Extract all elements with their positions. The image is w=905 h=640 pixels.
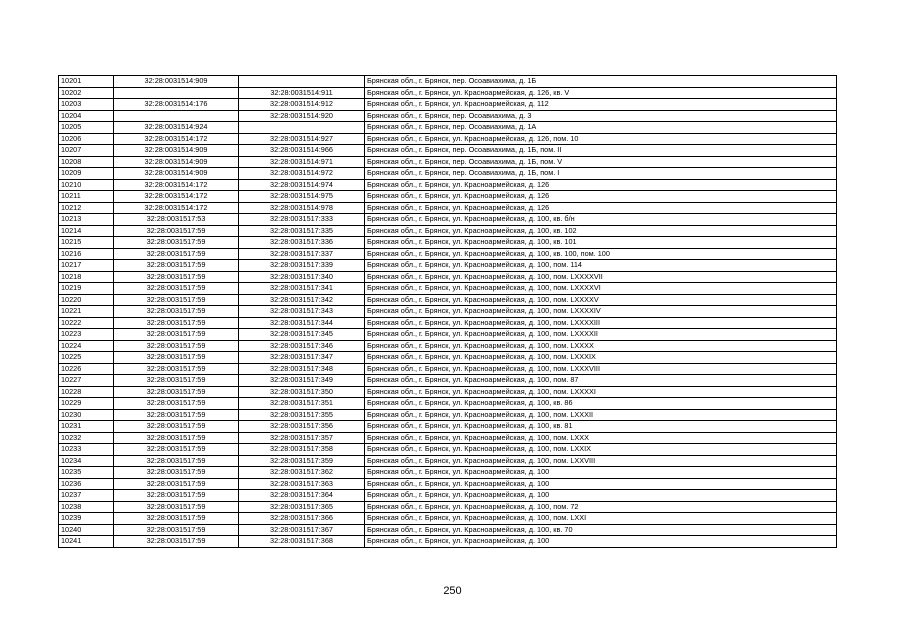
table-row [59, 398, 837, 410]
table-row [59, 168, 837, 180]
address-cell: Брянская обл., г. Брянск, пер. Осоавиахима, д. 1Б, пом. I [365, 168, 837, 180]
row-number-cell: 10215 [59, 237, 114, 249]
cadastral-number-cell: 32:28:0031514:971 [239, 156, 365, 168]
address-cell: Брянская обл., г. Брянск, ул. Красноармейская, д. 126 [365, 202, 837, 214]
cadastral-number-cell: 32:28:0031514:966 [239, 145, 365, 157]
table-row [59, 317, 837, 329]
row-number-cell: 10221 [59, 306, 114, 318]
cadastral-number-cell: 32:28:0031517:346 [239, 340, 365, 352]
parent-cadastral-number-cell: 32:28:0031514:909 [114, 145, 239, 157]
row-number-cell: 10220 [59, 294, 114, 306]
address-cell: Брянская обл., г. Брянск, ул. Красноармейская, д. 126 [365, 179, 837, 191]
row-number-cell: 10208 [59, 156, 114, 168]
parent-cadastral-number-cell: 32:28:0031517:59 [114, 444, 239, 456]
cadastral-number-cell: 32:28:0031517:368 [239, 536, 365, 548]
row-number-cell: 10239 [59, 513, 114, 525]
address-cell: Брянская обл., г. Брянск, ул. Красноармейская, д. 100, пом. 87 [365, 375, 837, 387]
parent-cadastral-number-cell: 32:28:0031517:59 [114, 248, 239, 260]
row-number-cell: 10229 [59, 398, 114, 410]
address-cell: Брянская обл., г. Брянск, ул. Красноармейская, д. 100, пом. LXXXXVII [365, 271, 837, 283]
table-row [59, 455, 837, 467]
table-row [59, 110, 837, 122]
table-row [59, 156, 837, 168]
cadastral-number-cell: 32:28:0031517:344 [239, 317, 365, 329]
parent-cadastral-number-cell: 32:28:0031517:53 [114, 214, 239, 226]
address-cell: Брянская обл., г. Брянск, ул. Красноармейская, д. 126 [365, 191, 837, 203]
row-number-cell: 10241 [59, 536, 114, 548]
row-number-cell: 10210 [59, 179, 114, 191]
parent-cadastral-number-cell: 32:28:0031517:59 [114, 478, 239, 490]
table-row [59, 329, 837, 341]
parent-cadastral-number-cell: 32:28:0031517:59 [114, 421, 239, 433]
address-cell: Брянская обл., г. Брянск, ул. Красноармейская, д. 100 [365, 536, 837, 548]
cadastral-number-cell: 32:28:0031517:355 [239, 409, 365, 421]
row-number-cell: 10212 [59, 202, 114, 214]
address-cell: Брянская обл., г. Брянск, ул. Красноармейская, д. 100, пом. LXXXXIII [365, 317, 837, 329]
parent-cadastral-number-cell: 32:28:0031514:924 [114, 122, 239, 134]
parent-cadastral-number-cell: 32:28:0031517:59 [114, 398, 239, 410]
row-number-cell: 10224 [59, 340, 114, 352]
table-row [59, 352, 837, 364]
parent-cadastral-number-cell: 32:28:0031517:59 [114, 306, 239, 318]
address-cell: Брянская обл., г. Брянск, ул. Красноармейская, д. 100, пом. LXXXXVI [365, 283, 837, 295]
registry-table-body [59, 76, 837, 548]
table-row [59, 271, 837, 283]
cadastral-number-cell: 32:28:0031517:342 [239, 294, 365, 306]
row-number-cell: 10222 [59, 317, 114, 329]
cadastral-number-cell: 32:28:0031514:978 [239, 202, 365, 214]
cadastral-number-cell: 32:28:0031517:362 [239, 467, 365, 479]
address-cell: Брянская обл., г. Брянск, пер. Осоавиахима, д. 1Б, пом. V [365, 156, 837, 168]
parent-cadastral-number-cell: 32:28:0031517:59 [114, 225, 239, 237]
row-number-cell: 10233 [59, 444, 114, 456]
cadastral-number-cell: 32:28:0031517:358 [239, 444, 365, 456]
address-cell: Брянская обл., г. Брянск, ул. Красноармейская, д. 100, пом. LXXXII [365, 409, 837, 421]
address-cell: Брянская обл., г. Брянск, ул. Красноармейская, д. 100, кв. 101 [365, 237, 837, 249]
row-number-cell: 10202 [59, 87, 114, 99]
table-row [59, 133, 837, 145]
table-row [59, 501, 837, 513]
row-number-cell: 10225 [59, 352, 114, 364]
address-cell: Брянская обл., г. Брянск, ул. Красноармейская, д. 100 [365, 490, 837, 502]
table-row [59, 202, 837, 214]
parent-cadastral-number-cell: 32:28:0031514:172 [114, 179, 239, 191]
table-row [59, 99, 837, 111]
address-cell: Брянская обл., г. Брянск, ул. Красноармейская, д. 100, кв. 81 [365, 421, 837, 433]
parent-cadastral-number-cell: 32:28:0031514:172 [114, 191, 239, 203]
table-row [59, 340, 837, 352]
row-number-cell: 10205 [59, 122, 114, 134]
parent-cadastral-number-cell: 32:28:0031514:909 [114, 168, 239, 180]
row-number-cell: 10234 [59, 455, 114, 467]
parent-cadastral-number-cell: 32:28:0031517:59 [114, 271, 239, 283]
parent-cadastral-number-cell: 32:28:0031517:59 [114, 260, 239, 272]
address-cell: Брянская обл., г. Брянск, ул. Красноармейская, д. 100, пом. LXXXVIII [365, 363, 837, 375]
address-cell: Брянская обл., г. Брянск, ул. Красноармейская, д. 100, кв. 70 [365, 524, 837, 536]
parent-cadastral-number-cell: 32:28:0031517:59 [114, 467, 239, 479]
parent-cadastral-number-cell: 32:28:0031514:172 [114, 133, 239, 145]
cadastral-number-cell: 32:28:0031517:351 [239, 398, 365, 410]
row-number-cell: 10219 [59, 283, 114, 295]
table-row [59, 363, 837, 375]
cadastral-number-cell: 32:28:0031517:366 [239, 513, 365, 525]
table-row [59, 421, 837, 433]
table-row [59, 179, 837, 191]
table-row [59, 536, 837, 548]
parent-cadastral-number-cell [114, 87, 239, 99]
address-cell: Брянская обл., г. Брянск, пер. Осоавиахима, д. 1Б, пом. II [365, 145, 837, 157]
cadastral-number-cell: 32:28:0031517:364 [239, 490, 365, 502]
table-row [59, 432, 837, 444]
parent-cadastral-number-cell: 32:28:0031517:59 [114, 524, 239, 536]
cadastral-number-cell: 32:28:0031517:363 [239, 478, 365, 490]
table-row [59, 76, 837, 88]
row-number-cell: 10236 [59, 478, 114, 490]
table-row [59, 237, 837, 249]
cadastral-number-cell: 32:28:0031517:359 [239, 455, 365, 467]
parent-cadastral-number-cell: 32:28:0031517:59 [114, 455, 239, 467]
row-number-cell: 10238 [59, 501, 114, 513]
row-number-cell: 10226 [59, 363, 114, 375]
table-row [59, 478, 837, 490]
row-number-cell: 10216 [59, 248, 114, 260]
table-row [59, 87, 837, 99]
parent-cadastral-number-cell: 32:28:0031517:59 [114, 490, 239, 502]
address-cell: Брянская обл., г. Брянск, ул. Красноармейская, д. 100, пом. LXXX [365, 432, 837, 444]
address-cell: Брянская обл., г. Брянск, ул. Красноармейская, д. 100, пом. LXXIX [365, 444, 837, 456]
parent-cadastral-number-cell: 32:28:0031517:59 [114, 294, 239, 306]
table-row [59, 248, 837, 260]
parent-cadastral-number-cell: 32:28:0031517:59 [114, 536, 239, 548]
row-number-cell: 10213 [59, 214, 114, 226]
row-number-cell: 10211 [59, 191, 114, 203]
cadastral-number-cell: 32:28:0031514:927 [239, 133, 365, 145]
cadastral-number-cell: 32:28:0031514:975 [239, 191, 365, 203]
cadastral-number-cell: 32:28:0031517:337 [239, 248, 365, 260]
row-number-cell: 10228 [59, 386, 114, 398]
cadastral-number-cell: 32:28:0031514:972 [239, 168, 365, 180]
row-number-cell: 10204 [59, 110, 114, 122]
address-cell: Брянская обл., г. Брянск, ул. Красноармейская, д. 126, пом. 10 [365, 133, 837, 145]
table-row [59, 513, 837, 525]
table-row [59, 306, 837, 318]
cadastral-number-cell: 32:28:0031517:335 [239, 225, 365, 237]
table-row [59, 386, 837, 398]
address-cell: Брянская обл., г. Брянск, пер. Осоавиахима, д. 1А [365, 122, 837, 134]
table-row [59, 122, 837, 134]
cadastral-number-cell: 32:28:0031517:333 [239, 214, 365, 226]
parent-cadastral-number-cell: 32:28:0031517:59 [114, 352, 239, 364]
row-number-cell: 10227 [59, 375, 114, 387]
address-cell: Брянская обл., г. Брянск, пер. Осоавиахима, д. 3 [365, 110, 837, 122]
address-cell: Брянская обл., г. Брянск, ул. Красноармейская, д. 100, кв. 100, пом. 100 [365, 248, 837, 260]
cadastral-number-cell: 32:28:0031517:345 [239, 329, 365, 341]
registry-table [58, 75, 837, 548]
parent-cadastral-number-cell: 32:28:0031517:59 [114, 386, 239, 398]
table-row [59, 467, 837, 479]
table-row [59, 225, 837, 237]
cadastral-number-cell: 32:28:0031517:336 [239, 237, 365, 249]
row-number-cell: 10240 [59, 524, 114, 536]
table-row [59, 294, 837, 306]
row-number-cell: 10214 [59, 225, 114, 237]
row-number-cell: 10218 [59, 271, 114, 283]
cadastral-number-cell: 32:28:0031517:349 [239, 375, 365, 387]
parent-cadastral-number-cell: 32:28:0031517:59 [114, 329, 239, 341]
row-number-cell: 10201 [59, 76, 114, 88]
cadastral-number-cell: 32:28:0031517:339 [239, 260, 365, 272]
row-number-cell: 10223 [59, 329, 114, 341]
address-cell: Брянская обл., г. Брянск, ул. Красноармейская, д. 112 [365, 99, 837, 111]
parent-cadastral-number-cell: 32:28:0031517:59 [114, 237, 239, 249]
table-row [59, 145, 837, 157]
cadastral-number-cell: 32:28:0031517:348 [239, 363, 365, 375]
cadastral-number-cell: 32:28:0031517:357 [239, 432, 365, 444]
row-number-cell: 10209 [59, 168, 114, 180]
row-number-cell: 10231 [59, 421, 114, 433]
cadastral-number-cell: 32:28:0031514:912 [239, 99, 365, 111]
parent-cadastral-number-cell [114, 110, 239, 122]
cadastral-number-cell: 32:28:0031517:350 [239, 386, 365, 398]
cadastral-number-cell [239, 122, 365, 134]
row-number-cell: 10206 [59, 133, 114, 145]
parent-cadastral-number-cell: 32:28:0031517:59 [114, 375, 239, 387]
address-cell: Брянская обл., г. Брянск, ул. Красноармейская, д. 100, пом. 72 [365, 501, 837, 513]
address-cell: Брянская обл., г. Брянск, ул. Красноармейская, д. 100, пом. LXXXXV [365, 294, 837, 306]
address-cell: Брянская обл., г. Брянск, ул. Красноармейская, д. 100 [365, 478, 837, 490]
address-cell: Брянская обл., г. Брянск, ул. Красноармейская, д. 100, пом. LXXXXII [365, 329, 837, 341]
address-cell: Брянская обл., г. Брянск, ул. Красноармейская, д. 100, пом. LXXXXI [365, 386, 837, 398]
parent-cadastral-number-cell: 32:28:0031517:59 [114, 513, 239, 525]
table-row [59, 260, 837, 272]
cadastral-number-cell: 32:28:0031517:341 [239, 283, 365, 295]
cadastral-number-cell: 32:28:0031517:340 [239, 271, 365, 283]
cadastral-number-cell: 32:28:0031517:365 [239, 501, 365, 513]
page-number: 250 [443, 585, 462, 597]
parent-cadastral-number-cell: 32:28:0031517:59 [114, 283, 239, 295]
address-cell: Брянская обл., г. Брянск, ул. Красноармейская, д. 100, кв. 86 [365, 398, 837, 410]
address-cell: Брянская обл., г. Брянск, ул. Красноармейская, д. 100 [365, 467, 837, 479]
parent-cadastral-number-cell: 32:28:0031517:59 [114, 409, 239, 421]
table-row [59, 524, 837, 536]
parent-cadastral-number-cell: 32:28:0031517:59 [114, 317, 239, 329]
address-cell: Брянская обл., г. Брянск, ул. Красноармейская, д. 100, пом. LXXVIII [365, 455, 837, 467]
cadastral-number-cell [239, 76, 365, 88]
row-number-cell: 10232 [59, 432, 114, 444]
table-row [59, 444, 837, 456]
cadastral-number-cell: 32:28:0031514:974 [239, 179, 365, 191]
address-cell: Брянская обл., г. Брянск, ул. Красноармейская, д. 100, пом. LXXI [365, 513, 837, 525]
cadastral-number-cell: 32:28:0031517:343 [239, 306, 365, 318]
cadastral-number-cell: 32:28:0031517:356 [239, 421, 365, 433]
table-row [59, 214, 837, 226]
cadastral-number-cell: 32:28:0031514:920 [239, 110, 365, 122]
table-row [59, 283, 837, 295]
address-cell: Брянская обл., г. Брянск, ул. Красноармейская, д. 100, кв. б/н [365, 214, 837, 226]
row-number-cell: 10237 [59, 490, 114, 502]
address-cell: Брянская обл., г. Брянск, ул. Красноармейская, д. 100, пом. LXXXX [365, 340, 837, 352]
address-cell: Брянская обл., г. Брянск, ул. Красноармейская, д. 100, пом. LXXXIX [365, 352, 837, 364]
parent-cadastral-number-cell: 32:28:0031517:59 [114, 363, 239, 375]
cadastral-number-cell: 32:28:0031517:347 [239, 352, 365, 364]
address-cell: Брянская обл., г. Брянск, пер. Осоавиахима, д. 1Б [365, 76, 837, 88]
cadastral-number-cell: 32:28:0031517:367 [239, 524, 365, 536]
parent-cadastral-number-cell: 32:28:0031514:172 [114, 202, 239, 214]
table-row [59, 409, 837, 421]
row-number-cell: 10203 [59, 99, 114, 111]
parent-cadastral-number-cell: 32:28:0031517:59 [114, 340, 239, 352]
table-row [59, 490, 837, 502]
row-number-cell: 10230 [59, 409, 114, 421]
row-number-cell: 10217 [59, 260, 114, 272]
cadastral-number-cell: 32:28:0031514:911 [239, 87, 365, 99]
address-cell: Брянская обл., г. Брянск, ул. Красноармейская, д. 126, кв. V [365, 87, 837, 99]
row-number-cell: 10207 [59, 145, 114, 157]
parent-cadastral-number-cell: 32:28:0031514:176 [114, 99, 239, 111]
parent-cadastral-number-cell: 32:28:0031514:909 [114, 156, 239, 168]
parent-cadastral-number-cell: 32:28:0031517:59 [114, 432, 239, 444]
address-cell: Брянская обл., г. Брянск, ул. Красноармейская, д. 100, кв. 102 [365, 225, 837, 237]
address-cell: Брянская обл., г. Брянск, ул. Красноармейская, д. 100, пом. LXXXXIV [365, 306, 837, 318]
table-row [59, 191, 837, 203]
table-row [59, 375, 837, 387]
parent-cadastral-number-cell: 32:28:0031517:59 [114, 501, 239, 513]
parent-cadastral-number-cell: 32:28:0031514:909 [114, 76, 239, 88]
address-cell: Брянская обл., г. Брянск, ул. Красноармейская, д. 100, пом. 114 [365, 260, 837, 272]
row-number-cell: 10235 [59, 467, 114, 479]
